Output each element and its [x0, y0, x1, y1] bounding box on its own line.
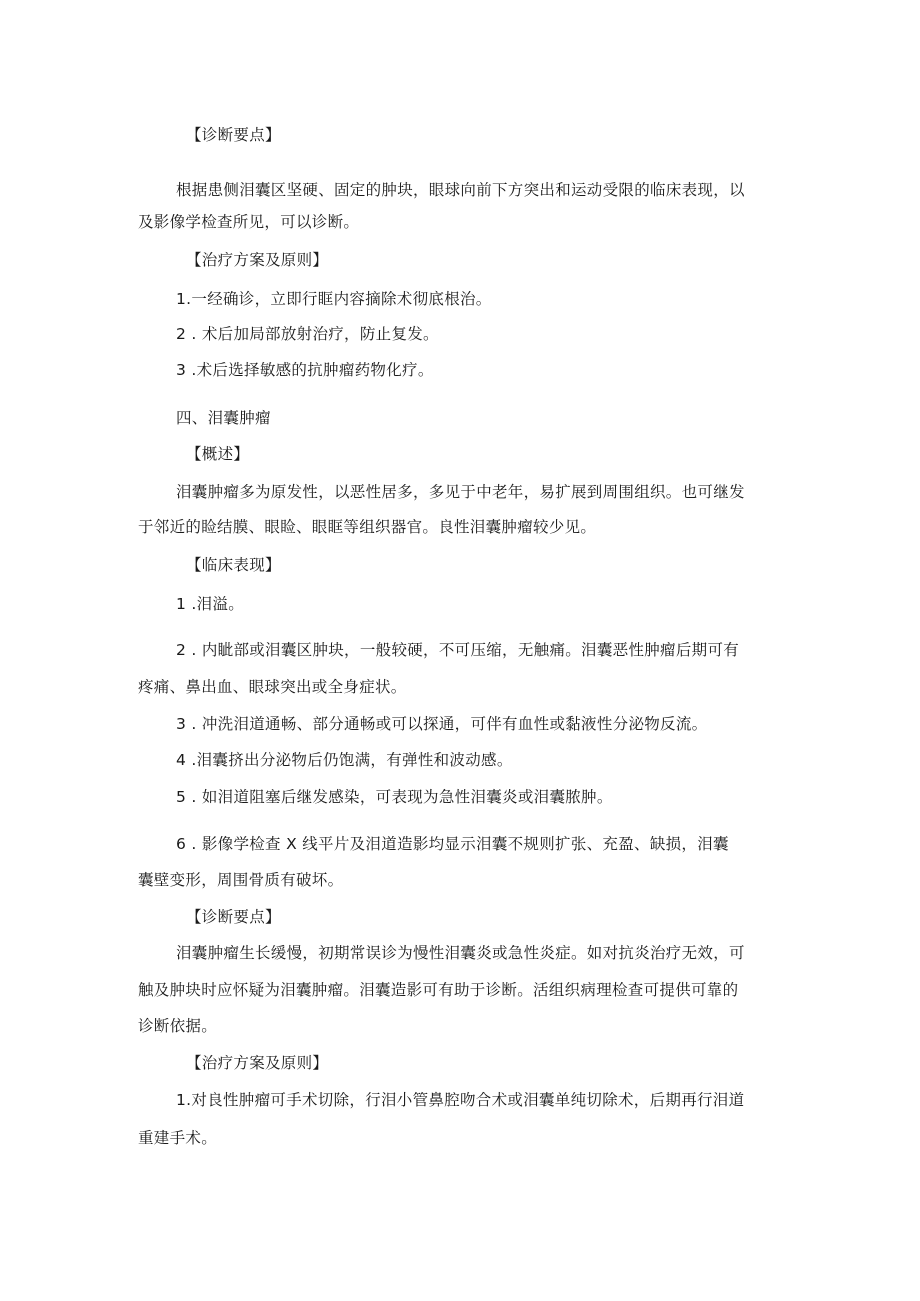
heading-treatment-2: 【治疗方案及原则】 — [186, 1054, 329, 1072]
heading-diagnosis-points-2: 【诊断要点】 — [186, 908, 281, 926]
list-item-continued: 重建手术。 — [138, 1129, 218, 1147]
list-item-continued: 疼痛、鼻出血、眼球突出或全身症状。 — [138, 678, 407, 696]
paragraph-line: 泪囊肿瘤生长缓慢，初期常误诊为慢性泪囊炎或急性炎症。如对抗炎治疗无效，可 — [176, 944, 745, 962]
list-item: 1.对良性肿瘤可手术切除，行泪小管鼻腔吻合术或泪囊单纯切除术，后期再行泪道 — [176, 1091, 745, 1109]
paragraph-line: 诊断依据。 — [138, 1017, 218, 1035]
heading-diagnosis-points: 【诊断要点】 — [186, 126, 281, 144]
paragraph-line: 泪囊肿瘤多为原发性，以恶性居多，多见于中老年，易扩展到周围组织。也可继发 — [176, 483, 745, 501]
list-item: 3 .术后选择敏感的抗肿瘤药物化疗。 — [176, 361, 434, 379]
paragraph-line: 于邻近的睑结膜、眼睑、眼眶等组织器官。良性泪囊肿瘤较少见。 — [138, 518, 597, 536]
list-item: 2 . 内眦部或泪囊区肿块，一般较硬，不可压缩，无触痛。泪囊恶性肿瘤后期可有 — [176, 641, 740, 659]
paragraph-line: 根据患侧泪囊区坚硬、固定的肿块，眼球向前下方突出和运动受限的临床表现，以 — [176, 181, 745, 199]
heading-overview: 【概述】 — [186, 445, 250, 463]
list-item: 1 .泪溢。 — [176, 595, 245, 613]
list-item: 4 .泪囊挤出分泌物后仍饱满，有弹性和波动感。 — [176, 751, 513, 769]
list-item: 1.一经确诊，立即行眶内容摘除术彻底根治。 — [176, 290, 492, 308]
list-item-continued: 囊壁变形，周围骨质有破坏。 — [138, 871, 344, 889]
list-item: 5 . 如泪道阻塞后继发感染，可表现为急性泪囊炎或泪囊脓肿。 — [176, 788, 613, 806]
list-item: 3 . 冲洗泪道通畅、部分通畅或可以探通，可伴有血性或黏液性分泌物反流。 — [176, 715, 708, 733]
heading-treatment: 【治疗方案及原则】 — [186, 251, 329, 269]
paragraph-line: 及影像学检查所见，可以诊断。 — [138, 213, 360, 231]
list-item: 6 . 影像学检查 X 线平片及泪道造影均显示泪囊不规则扩张、充盈、缺损，泪囊 — [176, 835, 729, 853]
paragraph-line: 触及肿块时应怀疑为泪囊肿瘤。泪囊造影可有助于诊断。活组织病理检查可提供可靠的 — [138, 981, 739, 999]
list-item: 2 . 术后加局部放射治疗，防止复发。 — [176, 325, 439, 343]
section-title: 四、泪囊肿瘤 — [176, 409, 271, 427]
heading-clinical: 【临床表现】 — [186, 556, 281, 574]
